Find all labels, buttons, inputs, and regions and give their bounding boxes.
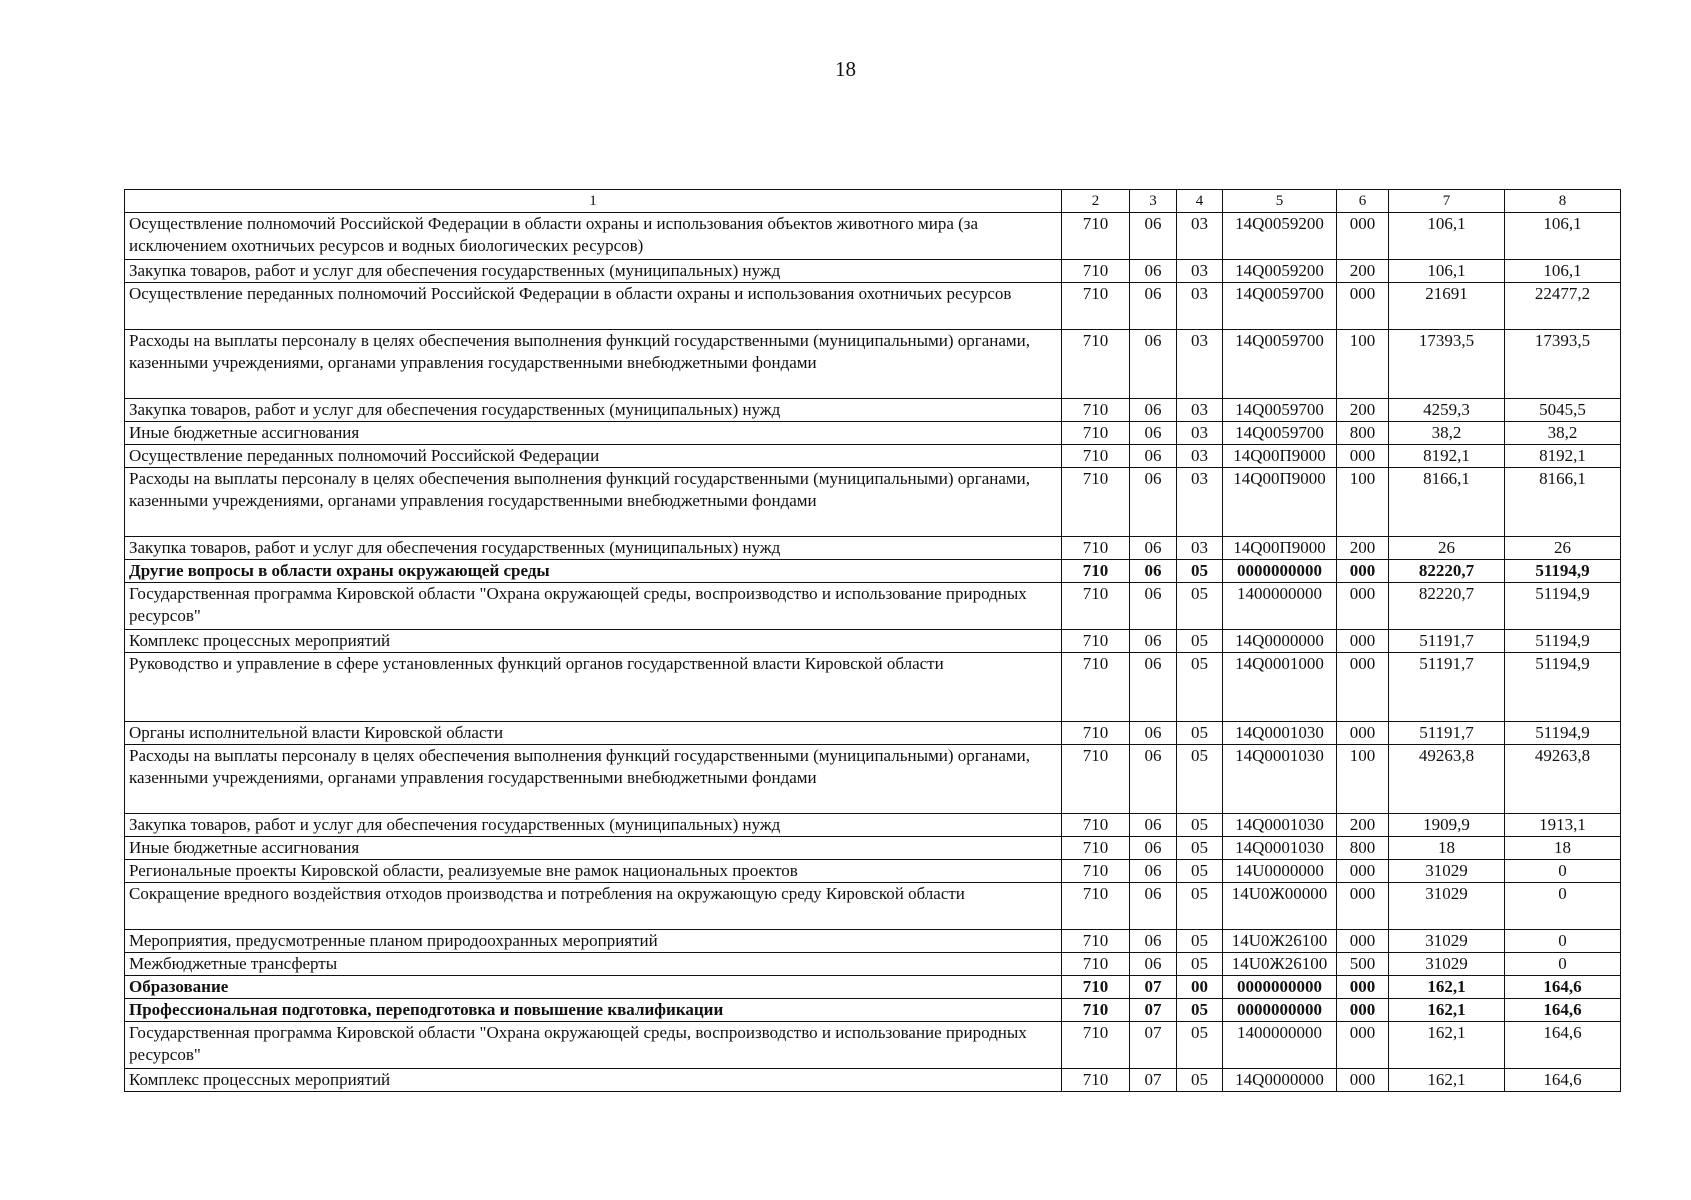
row-cell-5: 14U0000000 xyxy=(1223,860,1337,883)
row-cell-5: 14Q0059700 xyxy=(1223,422,1337,445)
table-row xyxy=(125,976,1621,999)
row-cell-8: 26 xyxy=(1505,537,1621,560)
row-cell-5: 14U0Ж26100 xyxy=(1223,953,1337,976)
row-cell-7: 31029 xyxy=(1389,860,1505,883)
row-cell-7: 18 xyxy=(1389,837,1505,860)
row-description: Сокращение вредного воздействия отходов производства и потребления на окружающую среду Кировской области xyxy=(125,883,1062,930)
row-cell-6: 000 xyxy=(1337,560,1389,583)
row-cell-3: 06 xyxy=(1130,860,1177,883)
page-number: 18 xyxy=(835,57,856,81)
table-row xyxy=(125,537,1621,560)
row-description: Органы исполнительной власти Кировской области xyxy=(125,722,1062,745)
row-cell-5: 14Q0059700 xyxy=(1223,399,1337,422)
table-row xyxy=(125,1069,1621,1092)
row-description: Осуществление полномочий Российской Федерации в области охраны и использования объектов животного мира (за исключением охотничьих ресурсов и водных биологических ресурсов) xyxy=(125,213,1062,260)
row-cell-7: 82220,7 xyxy=(1389,583,1505,630)
row-cell-6: 500 xyxy=(1337,953,1389,976)
row-cell-3: 06 xyxy=(1130,537,1177,560)
table-row xyxy=(125,653,1621,722)
row-cell-7: 162,1 xyxy=(1389,1022,1505,1069)
row-cell-5: 14Q00П9000 xyxy=(1223,445,1337,468)
row-description: Осуществление переданных полномочий Российской Федерации xyxy=(125,445,1062,468)
row-cell-3: 06 xyxy=(1130,583,1177,630)
row-cell-6: 000 xyxy=(1337,976,1389,999)
row-cell-4: 05 xyxy=(1177,722,1223,745)
row-cell-4: 05 xyxy=(1177,1069,1223,1092)
row-description: Иные бюджетные ассигнования xyxy=(125,422,1062,445)
row-cell-2: 710 xyxy=(1062,537,1130,560)
row-cell-8: 51194,9 xyxy=(1505,630,1621,653)
row-cell-6: 800 xyxy=(1337,837,1389,860)
row-cell-8: 18 xyxy=(1505,837,1621,860)
row-description: Комплекс процессных мероприятий xyxy=(125,630,1062,653)
row-cell-8: 5045,5 xyxy=(1505,399,1621,422)
row-cell-7: 162,1 xyxy=(1389,1069,1505,1092)
row-cell-3: 06 xyxy=(1130,837,1177,860)
row-cell-2: 710 xyxy=(1062,445,1130,468)
row-cell-4: 05 xyxy=(1177,953,1223,976)
row-description: Иные бюджетные ассигнования xyxy=(125,837,1062,860)
row-cell-8: 0 xyxy=(1505,860,1621,883)
header-cell: 3 xyxy=(1130,190,1177,213)
row-cell-8: 22477,2 xyxy=(1505,283,1621,330)
row-cell-5: 14U0Ж26100 xyxy=(1223,930,1337,953)
row-description: Образование xyxy=(125,976,1062,999)
row-cell-6: 100 xyxy=(1337,468,1389,537)
row-cell-5: 14Q0001000 xyxy=(1223,653,1337,722)
row-cell-7: 4259,3 xyxy=(1389,399,1505,422)
row-cell-5: 14Q0001030 xyxy=(1223,814,1337,837)
table-row xyxy=(125,630,1621,653)
row-cell-3: 06 xyxy=(1130,445,1177,468)
row-cell-3: 06 xyxy=(1130,953,1177,976)
row-cell-6: 000 xyxy=(1337,860,1389,883)
row-description: Комплекс процессных мероприятий xyxy=(125,1069,1062,1092)
row-cell-2: 710 xyxy=(1062,213,1130,260)
row-cell-5: 14Q0001030 xyxy=(1223,722,1337,745)
row-cell-8: 51194,9 xyxy=(1505,722,1621,745)
row-cell-4: 05 xyxy=(1177,583,1223,630)
row-cell-4: 03 xyxy=(1177,468,1223,537)
row-cell-4: 03 xyxy=(1177,330,1223,399)
row-cell-7: 1909,9 xyxy=(1389,814,1505,837)
row-cell-3: 06 xyxy=(1130,653,1177,722)
row-cell-4: 03 xyxy=(1177,283,1223,330)
row-cell-7: 162,1 xyxy=(1389,976,1505,999)
row-cell-7: 82220,7 xyxy=(1389,560,1505,583)
row-cell-7: 31029 xyxy=(1389,930,1505,953)
row-cell-5: 14U0Ж00000 xyxy=(1223,883,1337,930)
table-row xyxy=(125,583,1621,630)
row-cell-5: 0000000000 xyxy=(1223,999,1337,1022)
budget-table xyxy=(124,189,1621,1092)
row-cell-7: 26 xyxy=(1389,537,1505,560)
row-cell-7: 8166,1 xyxy=(1389,468,1505,537)
row-cell-2: 710 xyxy=(1062,883,1130,930)
row-description: Закупка товаров, работ и услуг для обеспечения государственных (муниципальных) нужд xyxy=(125,537,1062,560)
row-description: Государственная программа Кировской области "Охрана окружающей среды, воспроизводство и использование природных ресурсов" xyxy=(125,1022,1062,1069)
row-cell-6: 100 xyxy=(1337,330,1389,399)
row-cell-2: 710 xyxy=(1062,860,1130,883)
row-cell-6: 000 xyxy=(1337,883,1389,930)
row-description: Государственная программа Кировской области "Охрана окружающей среды, воспроизводство и использование природных ресурсов" xyxy=(125,583,1062,630)
row-cell-8: 0 xyxy=(1505,930,1621,953)
row-cell-6: 000 xyxy=(1337,722,1389,745)
row-description: Осуществление переданных полномочий Российской Федерации в области охраны и использования охотничьих ресурсов xyxy=(125,283,1062,330)
row-cell-5: 14Q0059200 xyxy=(1223,260,1337,283)
row-cell-7: 49263,8 xyxy=(1389,745,1505,814)
row-cell-3: 06 xyxy=(1130,283,1177,330)
row-cell-4: 05 xyxy=(1177,560,1223,583)
row-cell-2: 710 xyxy=(1062,953,1130,976)
row-cell-7: 51191,7 xyxy=(1389,653,1505,722)
row-cell-2: 710 xyxy=(1062,930,1130,953)
row-cell-4: 05 xyxy=(1177,883,1223,930)
row-cell-3: 07 xyxy=(1130,976,1177,999)
row-cell-4: 03 xyxy=(1177,260,1223,283)
row-cell-8: 8166,1 xyxy=(1505,468,1621,537)
table-row xyxy=(125,468,1621,537)
row-cell-8: 51194,9 xyxy=(1505,560,1621,583)
row-description: Закупка товаров, работ и услуг для обеспечения государственных (муниципальных) нужд xyxy=(125,260,1062,283)
row-cell-2: 710 xyxy=(1062,468,1130,537)
row-cell-5: 0000000000 xyxy=(1223,976,1337,999)
row-cell-7: 31029 xyxy=(1389,953,1505,976)
row-cell-3: 06 xyxy=(1130,722,1177,745)
table-row xyxy=(125,814,1621,837)
table-row xyxy=(125,953,1621,976)
row-cell-3: 07 xyxy=(1130,1022,1177,1069)
row-description: Межбюджетные трансферты xyxy=(125,953,1062,976)
row-cell-2: 710 xyxy=(1062,630,1130,653)
row-cell-4: 03 xyxy=(1177,422,1223,445)
row-cell-2: 710 xyxy=(1062,1069,1130,1092)
row-cell-7: 106,1 xyxy=(1389,260,1505,283)
row-description: Расходы на выплаты персоналу в целях обеспечения выполнения функций государственными (муниципальными) органами, казенными учреждениями, органами управления государственными внебюджетными фондами xyxy=(125,745,1062,814)
row-cell-8: 51194,9 xyxy=(1505,583,1621,630)
row-description: Закупка товаров, работ и услуг для обеспечения государственных (муниципальных) нужд xyxy=(125,399,1062,422)
row-cell-3: 06 xyxy=(1130,745,1177,814)
row-cell-4: 05 xyxy=(1177,745,1223,814)
row-cell-5: 14Q0059700 xyxy=(1223,283,1337,330)
header-cell: 1 xyxy=(125,190,1062,213)
table-row xyxy=(125,1022,1621,1069)
row-cell-6: 000 xyxy=(1337,1069,1389,1092)
row-cell-8: 1913,1 xyxy=(1505,814,1621,837)
row-cell-2: 710 xyxy=(1062,837,1130,860)
row-cell-2: 710 xyxy=(1062,814,1130,837)
table-row xyxy=(125,999,1621,1022)
row-cell-5: 14Q00П9000 xyxy=(1223,537,1337,560)
row-cell-2: 710 xyxy=(1062,1022,1130,1069)
header-cell: 2 xyxy=(1062,190,1130,213)
row-cell-4: 03 xyxy=(1177,399,1223,422)
row-cell-2: 710 xyxy=(1062,399,1130,422)
row-cell-2: 710 xyxy=(1062,976,1130,999)
row-cell-8: 38,2 xyxy=(1505,422,1621,445)
header-cell: 4 xyxy=(1177,190,1223,213)
row-cell-7: 21691 xyxy=(1389,283,1505,330)
row-cell-7: 106,1 xyxy=(1389,213,1505,260)
row-cell-2: 710 xyxy=(1062,722,1130,745)
row-cell-6: 000 xyxy=(1337,1022,1389,1069)
row-cell-2: 710 xyxy=(1062,422,1130,445)
row-cell-2: 710 xyxy=(1062,745,1130,814)
row-cell-3: 06 xyxy=(1130,560,1177,583)
row-cell-6: 000 xyxy=(1337,213,1389,260)
table-row xyxy=(125,399,1621,422)
header-row xyxy=(125,190,1621,213)
row-description: Мероприятия, предусмотренные планом природоохранных мероприятий xyxy=(125,930,1062,953)
row-cell-6: 200 xyxy=(1337,399,1389,422)
row-cell-4: 05 xyxy=(1177,930,1223,953)
row-cell-5: 1400000000 xyxy=(1223,583,1337,630)
header-cell: 5 xyxy=(1223,190,1337,213)
row-cell-5: 14Q0000000 xyxy=(1223,630,1337,653)
row-cell-6: 000 xyxy=(1337,630,1389,653)
row-cell-5: 14Q0059200 xyxy=(1223,213,1337,260)
row-cell-8: 0 xyxy=(1505,953,1621,976)
row-cell-8: 0 xyxy=(1505,883,1621,930)
row-cell-2: 710 xyxy=(1062,560,1130,583)
table-row xyxy=(125,560,1621,583)
row-cell-5: 14Q00П9000 xyxy=(1223,468,1337,537)
row-cell-8: 164,6 xyxy=(1505,999,1621,1022)
row-cell-7: 8192,1 xyxy=(1389,445,1505,468)
row-cell-8: 17393,5 xyxy=(1505,330,1621,399)
row-cell-8: 49263,8 xyxy=(1505,745,1621,814)
row-cell-4: 05 xyxy=(1177,814,1223,837)
row-cell-8: 106,1 xyxy=(1505,213,1621,260)
row-cell-8: 164,6 xyxy=(1505,1022,1621,1069)
table-row xyxy=(125,445,1621,468)
row-cell-7: 51191,7 xyxy=(1389,722,1505,745)
row-description: Расходы на выплаты персоналу в целях обеспечения выполнения функций государственными (муниципальными) органами, казенными учреждениями, органами управления государственными внебюджетными фондами xyxy=(125,468,1062,537)
budget-table-container xyxy=(124,189,1620,1092)
row-cell-3: 06 xyxy=(1130,468,1177,537)
row-cell-3: 06 xyxy=(1130,930,1177,953)
row-cell-4: 05 xyxy=(1177,837,1223,860)
table-body xyxy=(125,213,1621,1092)
row-description: Руководство и управление в сфере установленных функций органов государственной власти Кировской области xyxy=(125,653,1062,722)
row-cell-6: 800 xyxy=(1337,422,1389,445)
row-description: Расходы на выплаты персоналу в целях обеспечения выполнения функций государственными (муниципальными) органами, казенными учреждениями, органами управления государственными внебюджетными фондами xyxy=(125,330,1062,399)
row-cell-3: 06 xyxy=(1130,422,1177,445)
row-cell-3: 07 xyxy=(1130,1069,1177,1092)
row-cell-4: 05 xyxy=(1177,630,1223,653)
row-cell-6: 200 xyxy=(1337,260,1389,283)
row-cell-8: 106,1 xyxy=(1505,260,1621,283)
row-cell-7: 38,2 xyxy=(1389,422,1505,445)
row-cell-2: 710 xyxy=(1062,330,1130,399)
row-cell-4: 05 xyxy=(1177,653,1223,722)
table-row xyxy=(125,213,1621,260)
row-description: Региональные проекты Кировской области, реализуемые вне рамок национальных проектов xyxy=(125,860,1062,883)
row-cell-2: 710 xyxy=(1062,653,1130,722)
row-cell-8: 51194,9 xyxy=(1505,653,1621,722)
row-cell-3: 06 xyxy=(1130,213,1177,260)
table-row xyxy=(125,722,1621,745)
row-cell-5: 14Q0000000 xyxy=(1223,1069,1337,1092)
header-cell: 7 xyxy=(1389,190,1505,213)
table-row xyxy=(125,837,1621,860)
row-cell-6: 000 xyxy=(1337,930,1389,953)
row-cell-4: 05 xyxy=(1177,1022,1223,1069)
row-cell-7: 17393,5 xyxy=(1389,330,1505,399)
row-cell-6: 000 xyxy=(1337,583,1389,630)
row-cell-3: 06 xyxy=(1130,883,1177,930)
row-cell-3: 06 xyxy=(1130,814,1177,837)
row-cell-5: 14Q0001030 xyxy=(1223,745,1337,814)
row-cell-6: 000 xyxy=(1337,283,1389,330)
table-row xyxy=(125,330,1621,399)
row-cell-4: 05 xyxy=(1177,860,1223,883)
header-cell: 6 xyxy=(1337,190,1389,213)
row-cell-7: 162,1 xyxy=(1389,999,1505,1022)
table-row xyxy=(125,283,1621,330)
header-cell: 8 xyxy=(1505,190,1621,213)
row-cell-3: 07 xyxy=(1130,999,1177,1022)
row-cell-4: 03 xyxy=(1177,537,1223,560)
row-cell-5: 0000000000 xyxy=(1223,560,1337,583)
row-cell-4: 03 xyxy=(1177,213,1223,260)
row-cell-3: 06 xyxy=(1130,399,1177,422)
row-cell-4: 03 xyxy=(1177,445,1223,468)
row-cell-2: 710 xyxy=(1062,999,1130,1022)
row-cell-2: 710 xyxy=(1062,260,1130,283)
row-cell-4: 05 xyxy=(1177,999,1223,1022)
row-cell-8: 164,6 xyxy=(1505,976,1621,999)
table-row xyxy=(125,860,1621,883)
row-cell-8: 8192,1 xyxy=(1505,445,1621,468)
row-cell-5: 1400000000 xyxy=(1223,1022,1337,1069)
row-cell-6: 000 xyxy=(1337,445,1389,468)
table-row xyxy=(125,260,1621,283)
row-cell-5: 14Q0001030 xyxy=(1223,837,1337,860)
row-cell-5: 14Q0059700 xyxy=(1223,330,1337,399)
row-cell-4: 00 xyxy=(1177,976,1223,999)
row-cell-6: 200 xyxy=(1337,537,1389,560)
table-row xyxy=(125,883,1621,930)
row-cell-7: 51191,7 xyxy=(1389,630,1505,653)
row-description: Другие вопросы в области охраны окружающей среды xyxy=(125,560,1062,583)
row-cell-2: 710 xyxy=(1062,583,1130,630)
row-cell-6: 200 xyxy=(1337,814,1389,837)
row-cell-2: 710 xyxy=(1062,283,1130,330)
table-row xyxy=(125,745,1621,814)
row-description: Закупка товаров, работ и услуг для обеспечения государственных (муниципальных) нужд xyxy=(125,814,1062,837)
row-cell-6: 000 xyxy=(1337,653,1389,722)
row-cell-6: 100 xyxy=(1337,745,1389,814)
row-cell-7: 31029 xyxy=(1389,883,1505,930)
row-cell-3: 06 xyxy=(1130,330,1177,399)
row-cell-8: 164,6 xyxy=(1505,1069,1621,1092)
row-cell-6: 000 xyxy=(1337,999,1389,1022)
row-description: Профессиональная подготовка, переподготовка и повышение квалификации xyxy=(125,999,1062,1022)
table-row xyxy=(125,930,1621,953)
table-row xyxy=(125,422,1621,445)
row-cell-3: 06 xyxy=(1130,260,1177,283)
row-cell-3: 06 xyxy=(1130,630,1177,653)
